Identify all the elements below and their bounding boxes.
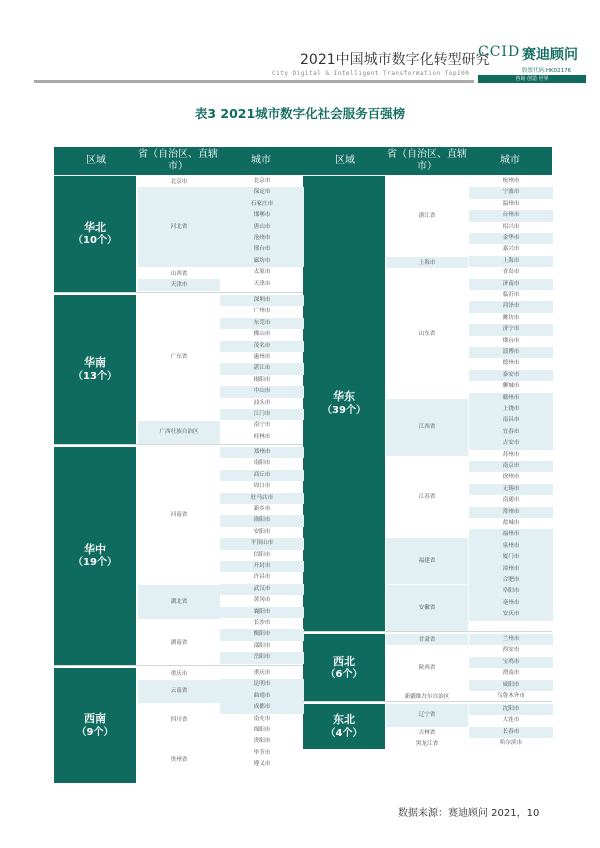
region-block bbox=[54, 447, 136, 665]
city-cell: 岳阳市 bbox=[220, 652, 304, 663]
region-name: 华南 bbox=[84, 356, 106, 370]
region-name: 西南 bbox=[84, 712, 106, 726]
province-cell: 广西壮族自治区 bbox=[138, 421, 220, 444]
city-cell: 乌鲁木齐市 bbox=[497, 693, 525, 699]
city-cell: 绵阳市 bbox=[253, 727, 271, 733]
city-cell: 平顶山市 bbox=[220, 538, 304, 549]
city-cell: 苏州市 bbox=[502, 451, 520, 458]
province-cell: 陕西省 bbox=[386, 646, 468, 692]
city-cell: 北京市 bbox=[253, 178, 271, 184]
city-cell: 重庆市 bbox=[253, 670, 271, 676]
city-cell: 杭州市 bbox=[502, 178, 520, 184]
city-cell: 台州市 bbox=[469, 210, 553, 221]
province-cell: 重庆市 bbox=[138, 668, 220, 679]
city-cell: 福州市 bbox=[469, 529, 553, 540]
region-name: 华中 bbox=[84, 542, 106, 556]
city-cell: 沈阳市 bbox=[469, 704, 553, 715]
city-cell: 兰州市 bbox=[469, 634, 553, 645]
province-cell: 湖北省 bbox=[138, 585, 220, 619]
city-cell: 茂名市 bbox=[220, 341, 304, 352]
city-cell: 邵阳市 bbox=[253, 642, 271, 649]
city-cell: 阜阳市 bbox=[469, 586, 553, 597]
city-cell: 佛山市 bbox=[253, 331, 271, 338]
city-cell: 桂林市 bbox=[253, 433, 271, 440]
report-subtitle: City Digital & Intelligent Transformation Top100 bbox=[272, 70, 470, 77]
province-cell: 安徽省 bbox=[386, 585, 468, 631]
col-header-region-left: 区域 bbox=[54, 147, 138, 175]
table-title: 表3 2021城市数字化社会服务百强榜 bbox=[194, 106, 406, 121]
province-cell: 福建省 bbox=[386, 538, 468, 584]
group-separator bbox=[54, 665, 303, 666]
province-cell: 新疆维吾尔自治区 bbox=[386, 692, 468, 703]
city-cell: 临沂市 bbox=[502, 292, 520, 298]
city-cell: 贵阳市 bbox=[253, 738, 271, 745]
city-cell: 亳州市 bbox=[469, 598, 553, 609]
province-cell: 湖南省 bbox=[138, 620, 220, 667]
city-cell: 绍兴市 bbox=[502, 223, 520, 230]
province-cell: 广东省 bbox=[138, 295, 220, 420]
province-cell: 贵州省 bbox=[138, 738, 220, 783]
province-cell: 山东省 bbox=[386, 269, 468, 399]
city-cell: 毕节市 bbox=[253, 749, 271, 756]
city-cell: 常州市 bbox=[469, 507, 553, 518]
logo-ccid-text: CCID bbox=[478, 44, 521, 60]
region-name: 华东 bbox=[333, 390, 355, 404]
city-cell: 南通市 bbox=[502, 497, 520, 504]
city-cell: 长沙市 bbox=[253, 620, 271, 626]
city-cell: 合肥市 bbox=[469, 575, 553, 586]
province-cell: 山西省 bbox=[138, 268, 220, 279]
city-cell: 安阳市 bbox=[253, 528, 271, 535]
city-cell: 上饶市 bbox=[469, 404, 553, 415]
city-cell: 泰安市 bbox=[469, 370, 553, 381]
logo-company-name: 赛迪顾问 bbox=[522, 47, 578, 63]
province-cell: 辽宁省 bbox=[386, 704, 468, 727]
city-cell: 烟台市 bbox=[502, 337, 520, 344]
city-cell: 安庆市 bbox=[469, 609, 553, 620]
city-cell: 济宁市 bbox=[469, 324, 553, 335]
city-cell: 深圳市 bbox=[220, 295, 304, 306]
city-cell: 天津市 bbox=[253, 280, 271, 287]
city-cell: 黄冈市 bbox=[253, 597, 271, 604]
city-cell: 菏泽市 bbox=[469, 301, 553, 312]
province-cell: 江西省 bbox=[386, 399, 468, 456]
col-header-province-left: 省（自治区、直辖市） bbox=[137, 147, 219, 175]
city-cell: 南阳市 bbox=[253, 460, 271, 467]
city-cell: 泉州市 bbox=[469, 541, 553, 552]
city-cell: 成都市 bbox=[220, 702, 304, 713]
region-count: （19个） bbox=[73, 557, 117, 569]
city-cell: 嘉兴市 bbox=[502, 246, 520, 253]
city-cell: 周口市 bbox=[253, 483, 271, 490]
city-cell: 许昌市 bbox=[253, 574, 271, 581]
city-cell: 东莞市 bbox=[220, 318, 304, 329]
city-cell: 廊坊市 bbox=[220, 256, 304, 267]
city-cell: 厦门市 bbox=[469, 552, 553, 563]
data-source-note: 数据来源：赛迪顾问 2021，10 bbox=[398, 808, 540, 819]
city-cell: 武汉市 bbox=[220, 584, 304, 595]
city-cell: 潍坊市 bbox=[502, 314, 520, 321]
city-cell: 广州市 bbox=[253, 308, 271, 315]
city-cell: 淄博市 bbox=[469, 347, 553, 358]
city-cell: 沧州市 bbox=[220, 233, 304, 244]
city-cell: 昆明市 bbox=[220, 679, 304, 690]
city-cell: 盐城市 bbox=[502, 520, 520, 526]
city-cell: 邢台市 bbox=[220, 244, 304, 255]
col-header-city-right: 城市 bbox=[468, 147, 552, 175]
city-cell: 湛江市 bbox=[220, 363, 304, 374]
city-cell: 哈尔滨市 bbox=[499, 740, 523, 747]
province-cell: 黑龙江省 bbox=[386, 738, 468, 749]
city-cell: 邯郸市 bbox=[220, 210, 304, 221]
city-cell: 漳州市 bbox=[469, 564, 553, 575]
city-cell: 遵义市 bbox=[253, 761, 271, 768]
region-count: （6个） bbox=[325, 669, 363, 681]
region-block bbox=[54, 295, 136, 444]
col-header-province-right: 省（自治区、直辖市） bbox=[386, 147, 468, 175]
city-cell: 徐州市 bbox=[502, 474, 520, 481]
region-block bbox=[54, 668, 136, 783]
city-cell: 中山市 bbox=[220, 386, 304, 397]
logo-slogan: 咨询 创造 世界 bbox=[478, 75, 586, 83]
city-cell: 唐山市 bbox=[220, 222, 304, 233]
province-cell: 四川省 bbox=[138, 704, 220, 738]
city-cell: 汕头市 bbox=[253, 399, 271, 406]
city-cell: 郑州市 bbox=[220, 447, 304, 458]
report-title: 2021中国城市数字化转型研究 bbox=[300, 52, 490, 68]
region-name: 东北 bbox=[333, 713, 355, 727]
province-cell: 江苏省 bbox=[386, 457, 468, 538]
province-cell: 北京市 bbox=[138, 176, 220, 187]
province-cell: 河南省 bbox=[138, 447, 220, 584]
col-header-city-left: 城市 bbox=[219, 147, 303, 175]
province-cell: 浙江省 bbox=[386, 176, 468, 256]
city-cell: 衡阳市 bbox=[220, 629, 304, 640]
region-block bbox=[303, 704, 385, 749]
city-cell: 赣州市 bbox=[469, 393, 553, 404]
city-cell: 驻马店市 bbox=[220, 493, 304, 504]
city-cell: 南宁市 bbox=[253, 422, 271, 429]
city-cell: 开封市 bbox=[220, 561, 304, 572]
group-separator bbox=[303, 631, 552, 632]
city-cell: 宜春市 bbox=[469, 427, 553, 438]
city-cell: 温州市 bbox=[502, 200, 520, 207]
province-cell: 上海市 bbox=[386, 257, 468, 268]
city-cell: 太原市 bbox=[253, 269, 271, 276]
logo-stock-code: 股票代码:HK02176 bbox=[522, 68, 572, 74]
city-cell: 宁波市 bbox=[469, 187, 553, 198]
region-count: （13个） bbox=[73, 370, 117, 382]
ccid-logo bbox=[478, 44, 586, 84]
region-count: （4个） bbox=[325, 727, 363, 739]
city-cell: 信阳市 bbox=[253, 551, 271, 558]
city-cell: 无锡市 bbox=[469, 484, 553, 495]
city-cell: 宝鸡市 bbox=[469, 657, 553, 668]
city-cell: 洛阳市 bbox=[220, 515, 304, 526]
city-cell: 长春市 bbox=[469, 727, 553, 738]
col-header-region-right: 区域 bbox=[303, 147, 387, 175]
city-cell: 南京市 bbox=[469, 461, 553, 472]
city-cell: 西安市 bbox=[502, 647, 520, 654]
group-separator bbox=[303, 701, 552, 702]
city-cell: 惠州市 bbox=[253, 354, 271, 360]
province-cell: 河北省 bbox=[138, 187, 220, 267]
city-cell: 金华市 bbox=[469, 233, 553, 244]
province-cell: 吉林省 bbox=[386, 727, 468, 738]
city-cell: 聊城市 bbox=[502, 383, 520, 390]
header-rule bbox=[34, 80, 474, 83]
city-cell: 咸阳市 bbox=[469, 680, 553, 691]
region-count: （39个） bbox=[322, 404, 366, 416]
city-cell: 渭南市 bbox=[502, 670, 520, 677]
city-cell: 青岛市 bbox=[502, 269, 520, 276]
city-cell: 大连市 bbox=[502, 717, 520, 724]
group-separator bbox=[54, 444, 303, 445]
province-cell: 云南省 bbox=[138, 680, 220, 703]
city-cell: 江门市 bbox=[220, 409, 304, 420]
city-cell: 南充市 bbox=[253, 715, 271, 722]
region-name: 西北 bbox=[333, 654, 355, 668]
region-count: （10个） bbox=[73, 235, 117, 247]
city-cell: 石家庄市 bbox=[220, 199, 304, 210]
city-cell: 吉安市 bbox=[469, 438, 553, 449]
region-block bbox=[54, 176, 136, 292]
region-name: 华北 bbox=[84, 220, 106, 234]
city-cell: 揭阳市 bbox=[253, 376, 271, 383]
city-cell: 德州市 bbox=[502, 360, 520, 367]
city-cell: 襄阳市 bbox=[220, 607, 304, 618]
region-block bbox=[303, 634, 385, 702]
region-block bbox=[303, 176, 385, 631]
city-cell: 上海市 bbox=[469, 256, 553, 267]
city-cell: 保定市 bbox=[220, 187, 304, 198]
city-cell: 新乡市 bbox=[253, 506, 271, 512]
region-count: （9个） bbox=[76, 726, 114, 738]
group-separator bbox=[54, 292, 303, 293]
province-cell: 甘肃省 bbox=[386, 634, 468, 645]
city-cell: 曲靖市 bbox=[220, 691, 304, 702]
province-cell: 天津市 bbox=[138, 279, 220, 290]
city-cell: 济南市 bbox=[469, 279, 553, 290]
city-cell: 商丘市 bbox=[220, 470, 304, 481]
city-cell: 南昌市 bbox=[469, 415, 553, 426]
